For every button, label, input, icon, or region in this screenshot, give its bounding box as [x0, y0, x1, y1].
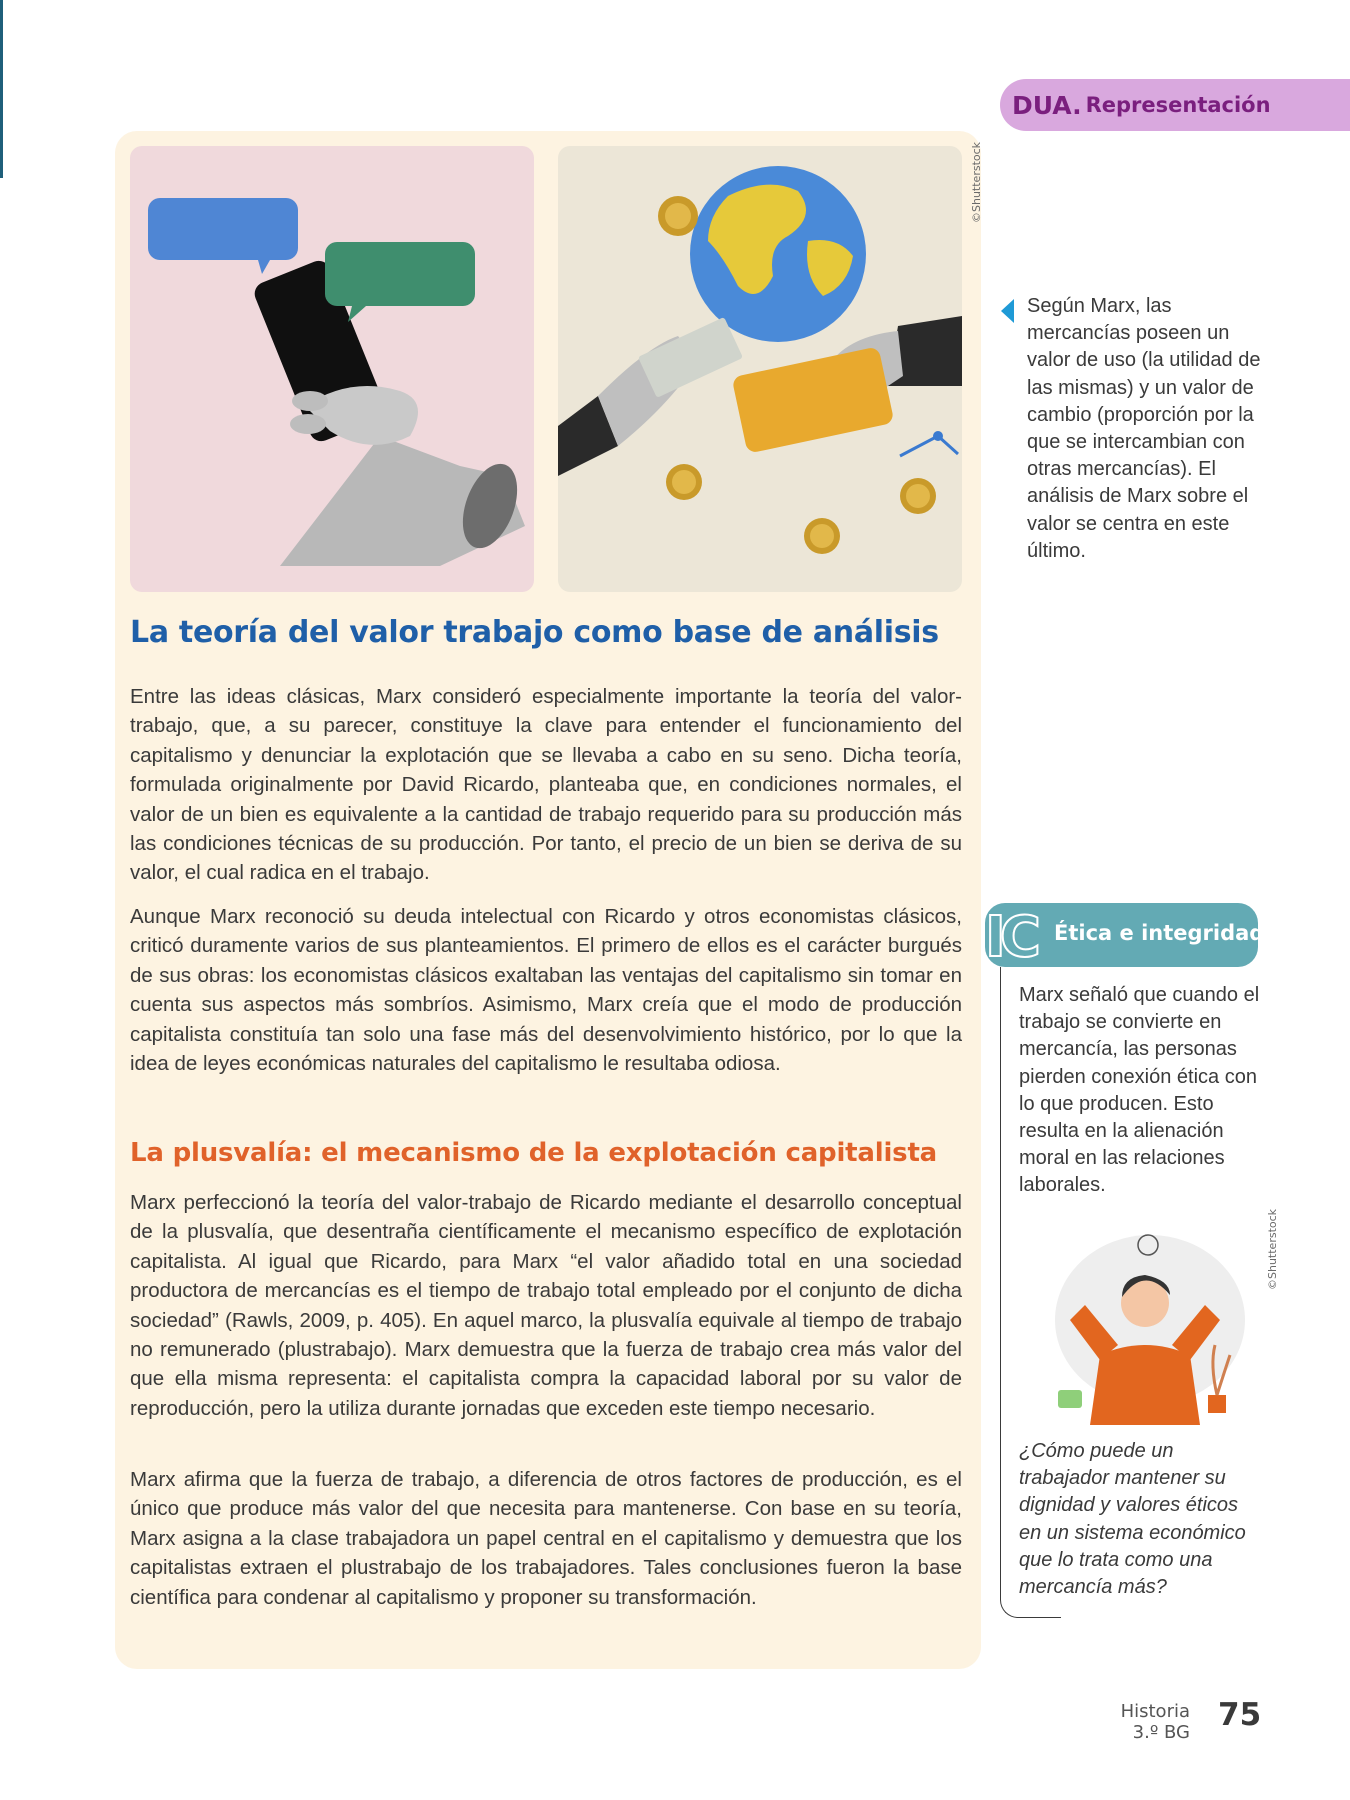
footer-subject: [1100, 1701, 1190, 1743]
paragraph-4: Marx afirma que la fuerza de trabajo, a diferencia de otros factores de producción, es el único que produce más valor del que necesita para mantenerse. Con base en su teoría, Marx asigna a la clase trabajadora un papel central en el capitalismo y demuestra que los capitalistas extraen el plustrabajo de los trabajadores. Tales conclusiones fueron la base científica para condenar al capitalismo y proponer su transformación.: [130, 1468, 962, 1609]
image-credit: ©Shutterstock: [970, 141, 983, 223]
etica-text: Marx señaló que cuando el trabajo se convierte en mercancía, las personas pierden conexión ética con lo que producen. Esto resulta en la alienación moral en las relaciones laborales.: [1019, 984, 1260, 1197]
paragraph-2: Aunque Marx reconoció su deuda intelectual con Ricardo y otros economistas clásicos, criticó duramente varios de sus planteamientos. El primero de ellos es el carácter burgués de sus obras: los economistas clásicos exaltaban las ventajas del capitalismo sin tomar en cuenta sus aspectos más sombríos. Asimismo, Marx creía que el modo de producción capitalista constituía tan solo una fase más del desenvolvimiento histórico, por lo que la idea de leyes económicas naturales del capitalismo le resultaba odiosa.: [130, 905, 962, 1076]
money-globe-image: [558, 146, 962, 592]
paragraph-1: Entre las ideas clásicas, Marx consideró especialmente importante la teoría del valor-trabajo, que, a su parecer, constituye la clave para entender el funcionamiento del capitalismo y denunciar la explotación que se llevaba a cabo en su seno. Dicha teoría, formulada originalmente por David Ricardo, planteaba que, en condiciones normales, el valor de un bien es equivalente a la cantidad de trabajo requerido para su producción más las condiciones técnicas de su producción. Por tanto, el precio de un bien se deriva de su valor, el cual radica en el trabajo.: [130, 685, 962, 885]
dua-label: DUA.: [1012, 90, 1082, 120]
etica-question: ¿Cómo puede un trabajador mantener su dignidad y valores éticos en un sistema económico que lo trata como una mercancía más?: [1019, 1440, 1246, 1599]
footer-grade: 3.º BG: [1132, 1722, 1190, 1743]
sidebar-note: Según Marx, las mercancías poseen un valor de uso (la utilidad de las mismas) y un valor de cambio (proporción por la que se intercambian con otras mercancías). El análisis de Marx sobre el valor se centra en este último.: [1027, 295, 1261, 562]
dua-tab: [1000, 79, 1350, 131]
phone-hand-illustration: [130, 146, 534, 592]
illustration-credit: ©Shutterstock: [1266, 1208, 1279, 1290]
footer-subject-name: Historia: [1120, 1701, 1190, 1722]
section-subtitle: La plusvalía: el mecanismo de la explotación capitalista: [130, 1138, 938, 1168]
section-title: La teoría del valor trabajo como base de análisis: [130, 615, 939, 650]
dua-sub-label: Representación: [1085, 93, 1271, 117]
pointer-arrow-icon: [1001, 299, 1014, 323]
stressed-worker-illustration: [1030, 1225, 1260, 1425]
ic-logo-icon: IC: [985, 905, 1035, 970]
paragraph-3: Marx perfeccionó la teoría del valor-trabajo de Ricardo mediante el desarrollo conceptual de la plusvalía, que desentraña científicamente el mecanismo específico de explotación capitalista. Al igual que Ricardo, para Marx “el valor añadido total en una sociedad productora de mercancías es el tiempo de trabajo total empleado por el conjunto de dicha sociedad” (Rawls, 2009, p. 405). En aquel marco, la plusvalía equivale al tiempo de trabajo no remunerado (plustrabajo). Marx demuestra que la fuerza de trabajo crea más valor del que ella misma representa: el capitalista compra la capacidad laboral por su valor de reproducción, pero la utiliza durante jornadas que exceden este tiempo necesario.: [130, 1191, 962, 1420]
page-number: 75: [1218, 1697, 1262, 1733]
left-edge-rule: [0, 0, 3, 178]
phone-chat-image: [130, 146, 534, 592]
etica-title: Ética e integridad: [1054, 921, 1265, 945]
money-exchange-illustration: [558, 146, 962, 592]
